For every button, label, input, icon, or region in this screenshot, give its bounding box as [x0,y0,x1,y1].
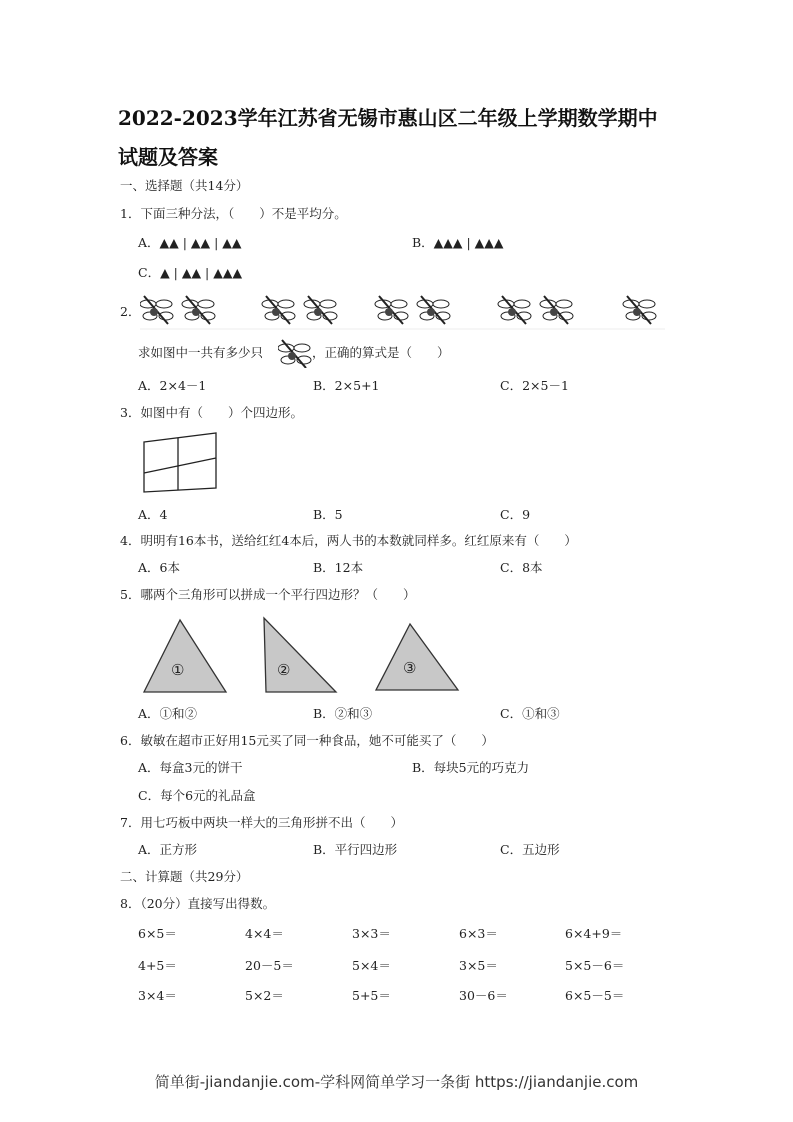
q8-stem: 8．（20分）直接写出得数。 [120,896,276,911]
q2-stem-part2: ，正确的算式是（ ） [312,345,450,360]
section-heading-calc: 二、计算题（共29分） [120,869,249,884]
calc-item: 6×5＝ [138,926,177,941]
calc-item: 30－6＝ [459,988,508,1003]
calc-item: 3×5＝ [459,958,498,973]
triangle-1 [144,620,226,692]
calc-item: 5×2＝ [245,988,284,1003]
triangle-label-2: ② [277,661,291,679]
q2-option-c: C．2×5－1 [500,378,569,393]
q5-option-a: A．①和② [138,706,198,721]
calc-item: 5×4＝ [352,958,391,973]
triangle-label-3: ③ [403,659,417,677]
section-heading-choice: 一、选择题（共14分） [120,178,249,193]
q2-number: 2． [120,304,141,319]
q3-option-a: A．4 [138,507,168,522]
dragonfly-icon [140,296,173,324]
q1-stem: 1．下面三种分法，（ ）不是平均分。 [120,206,347,221]
q6-option-c: C．每个6元的礼品盒 [138,788,256,803]
q4-option-a: A．6本 [138,560,180,575]
q3-option-c: C．9 [500,507,531,522]
q6-stem: 6．敏敏在超市正好用15元买了同一种食品，她不可能买了（ ） [120,733,494,748]
calc-item: 6×5－5＝ [565,988,625,1003]
calc-item: 5+5＝ [352,988,391,1003]
calc-item: 20－5＝ [245,958,294,973]
q7-option-c: C．五边形 [500,842,560,857]
q4-option-b: B．12本 [313,560,364,575]
q1-option-a: A．▲▲ | ▲▲ | ▲▲ [138,235,242,250]
q6-option-b: B．每块5元的巧克力 [412,760,530,775]
q1-option-b: B．▲▲▲ | ▲▲▲ [412,235,504,250]
triangle-2 [264,618,336,692]
quadrilateral-figure [140,430,222,496]
q6-option-a: A．每盒3元的饼干 [138,760,243,775]
calc-item: 3×3＝ [352,926,391,941]
calc-item: 4×4＝ [245,926,284,941]
q2-stem-part1: 求如图中一共有多少只 [138,345,264,360]
q3-stem: 3．如图中有（ ）个四边形。 [120,405,303,420]
q2-option-b: B．2×5+1 [313,378,380,393]
q7-option-a: A．正方形 [138,842,198,857]
q2-option-a: A．2×4－1 [138,378,207,393]
footer-watermark: 简单街-jiandanjie.com-学科网简单学习一条街 https://jiandanjie.com [154,1073,639,1091]
calc-item: 4+5＝ [138,958,177,973]
q1-option-c: C．▲ | ▲▲ | ▲▲▲ [138,265,243,280]
q4-option-c: C．8本 [500,560,543,575]
q5-option-c: C．①和③ [500,706,560,721]
triangle-3 [376,624,458,690]
q7-option-b: B．平行四边形 [313,842,398,857]
triangle-label-1: ① [171,661,185,679]
calc-item: 3×4＝ [138,988,177,1003]
calc-item: 6×4+9＝ [565,926,623,941]
calc-item: 6×3＝ [459,926,498,941]
calc-item: 5×5－6＝ [565,958,625,973]
dragonfly-icon [278,338,312,368]
q7-stem: 7．用七巧板中两块一样大的三角形拼不出（ ） [120,815,403,830]
doc-title-line1: 2022-2023学年江苏省无锡市惠山区二年级上学期数学期中 [118,106,658,130]
doc-title-line2: 试题及答案 [118,145,218,169]
triangles-figure [140,612,465,696]
q5-option-b: B．②和③ [313,706,373,721]
q4-stem: 4．明明有16本书，送给红红4本后，两人书的本数就同样多。红红原来有（ ） [120,533,577,548]
q3-option-b: B．5 [313,507,343,522]
dragonflies-figure [140,294,665,330]
q5-stem: 5．哪两个三角形可以拼成一个平行四边形？（ ） [120,587,416,602]
